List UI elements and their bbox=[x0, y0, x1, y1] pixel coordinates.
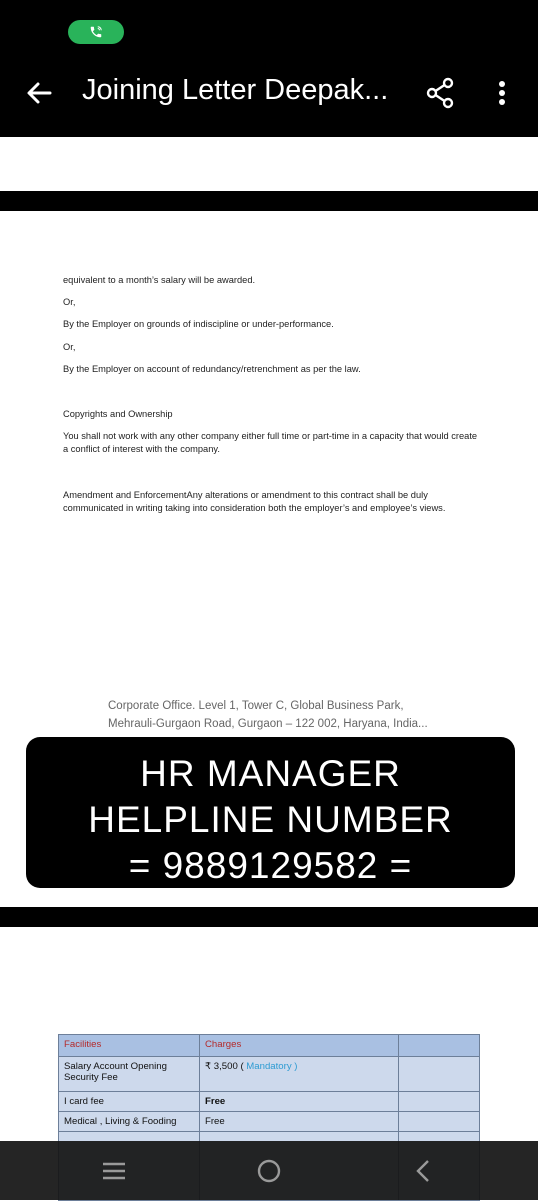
banner-line: = 9889129582 = bbox=[128, 845, 413, 886]
banner-line: HR MANAGER bbox=[140, 753, 401, 794]
arrow-left-icon bbox=[22, 76, 56, 110]
doc-line: equivalent to a month’s salary will be awarded. bbox=[63, 275, 256, 285]
table-row bbox=[59, 1057, 480, 1092]
corporate-address bbox=[108, 697, 468, 733]
share-icon bbox=[424, 76, 456, 110]
table-cell: Free bbox=[200, 1112, 399, 1132]
banner-line: HELPLINE NUMBER bbox=[88, 799, 453, 840]
doc-line: Or, bbox=[63, 297, 76, 307]
address-line: Mehrauli-Gurgaon Road, Gurgaon – 122 002, Haryana, India... bbox=[108, 718, 428, 730]
mandatory-note: Mandatory ) bbox=[243, 1061, 298, 1072]
chevron-left-icon bbox=[409, 1157, 439, 1185]
document-title: Joining Letter Deepak... bbox=[82, 74, 389, 106]
table-cell bbox=[200, 1057, 399, 1092]
doc-line: Or, bbox=[63, 342, 76, 352]
doc-line: By the Employer on account of redundancy/retrenchment as per the law. bbox=[63, 364, 361, 374]
phone-call-icon bbox=[89, 25, 103, 39]
app-bar bbox=[0, 0, 538, 137]
table-cell bbox=[399, 1112, 480, 1132]
doc-line: By the Employer on grounds of indiscipline or under-performance. bbox=[63, 319, 334, 329]
table-cell: Medical , Living & Fooding bbox=[59, 1112, 200, 1132]
charge-value: Free bbox=[205, 1096, 226, 1107]
page-separator bbox=[0, 191, 538, 211]
home-circle-icon bbox=[254, 1157, 284, 1185]
table-header-cell: Facilities bbox=[59, 1035, 200, 1057]
table-cell bbox=[200, 1092, 399, 1112]
back-button[interactable] bbox=[22, 76, 56, 110]
table-cell: I card fee bbox=[59, 1092, 200, 1112]
more-vert-icon bbox=[490, 76, 514, 110]
nav-back-button[interactable] bbox=[409, 1157, 439, 1185]
menu-lines-icon bbox=[99, 1157, 129, 1185]
home-button[interactable] bbox=[254, 1157, 284, 1185]
table-cell bbox=[399, 1092, 480, 1112]
table-cell: Salary Account Opening Security Fee bbox=[59, 1057, 200, 1092]
doc-paragraph: You shall not work with any other company either full time or part-time in a capacity that would create a conflict of interest with the company. bbox=[63, 431, 478, 454]
table-row bbox=[59, 1092, 480, 1112]
table-row bbox=[59, 1112, 480, 1132]
table-cell bbox=[399, 1057, 480, 1092]
recent-apps-button[interactable] bbox=[99, 1157, 129, 1185]
table-header-row bbox=[59, 1035, 480, 1057]
table-header-cell bbox=[399, 1035, 480, 1057]
address-line: Corporate Office. Level 1, Tower C, Global Business Park, bbox=[108, 700, 404, 712]
page-separator bbox=[0, 907, 538, 927]
share-button[interactable] bbox=[424, 76, 456, 110]
table-header-cell: Charges bbox=[200, 1035, 399, 1057]
section-heading-copyrights: Copyrights and Ownership bbox=[63, 409, 173, 419]
charge-value: ₹ 3,500 ( bbox=[205, 1061, 244, 1072]
more-options-button[interactable] bbox=[490, 76, 514, 110]
doc-paragraph: Amendment and EnforcementAny alterations or amendment to this contract shall be duly communicated in writing taking into consideration both the employer’s and employee’s views. bbox=[63, 490, 446, 513]
system-nav-bar bbox=[0, 1141, 538, 1200]
helpline-banner bbox=[26, 737, 515, 888]
ongoing-call-chip[interactable] bbox=[68, 20, 124, 44]
